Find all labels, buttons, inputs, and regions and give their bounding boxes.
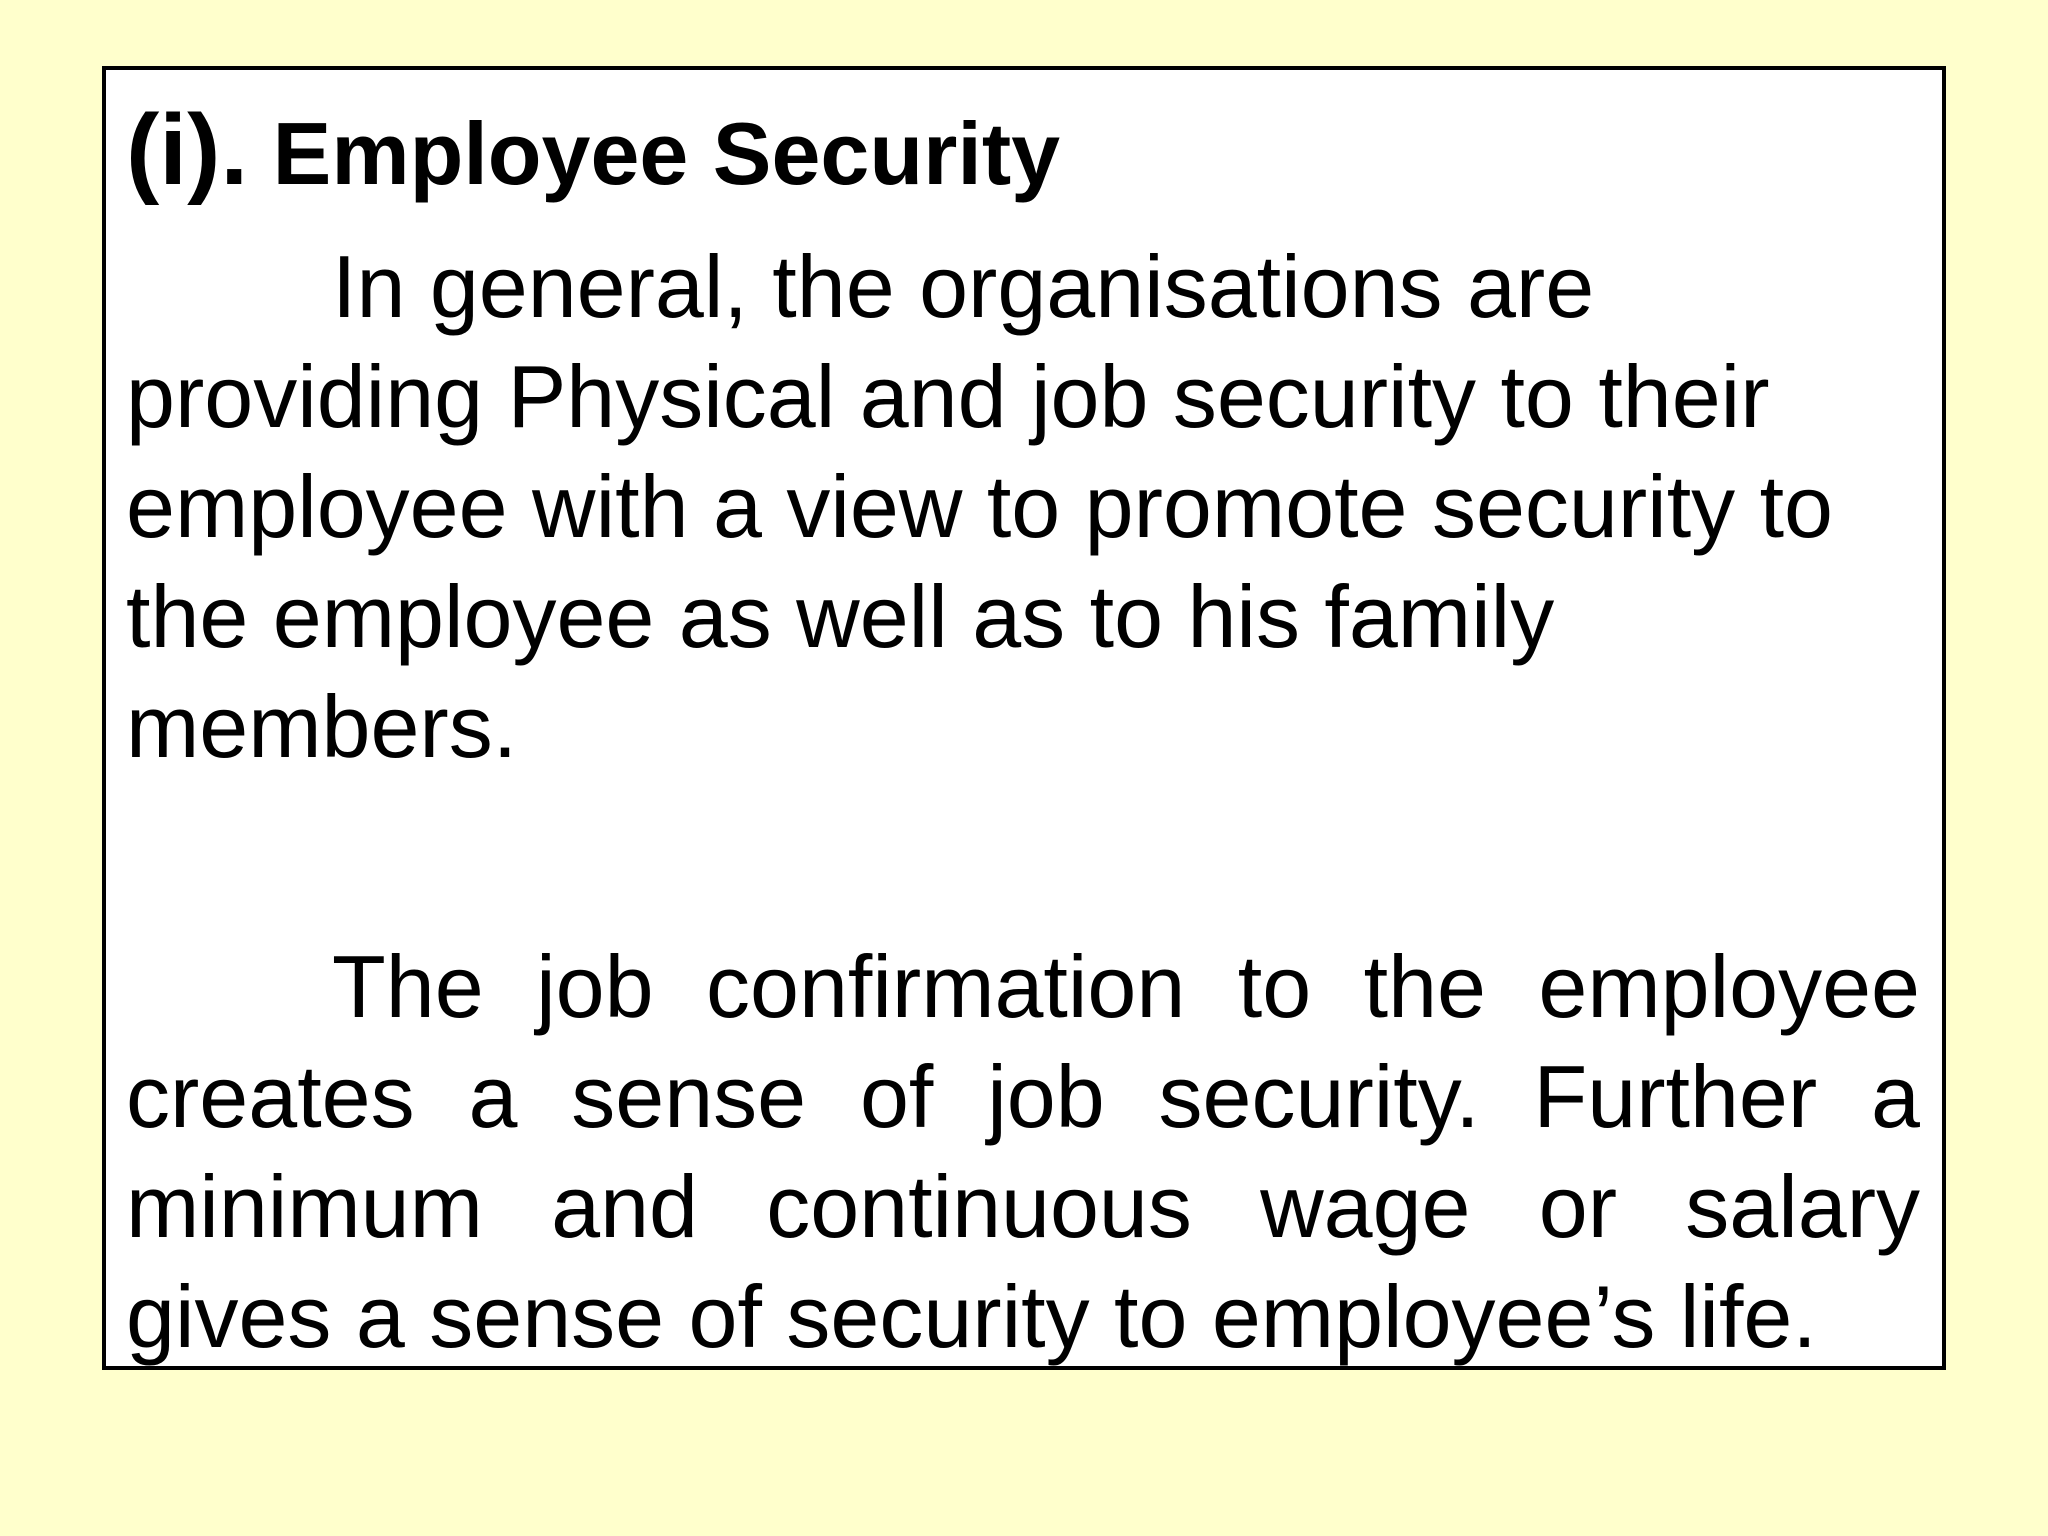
section-heading <box>126 94 1920 206</box>
paragraph-physical-job-security: In general, the organisations are providing Physical and job security to their employee with a view to promote security to the employee as well as to his family members. <box>126 237 1833 776</box>
paragraph-job-confirmation: The job confirmation to the employee creates a sense of job security. Further a minimum and continuous wage or salary gives a sense of security to employee’s life. <box>126 937 1920 1366</box>
heading-number: (i). <box>126 94 249 206</box>
heading-title: Employee Security <box>272 104 1061 203</box>
content-box <box>102 66 1946 1370</box>
